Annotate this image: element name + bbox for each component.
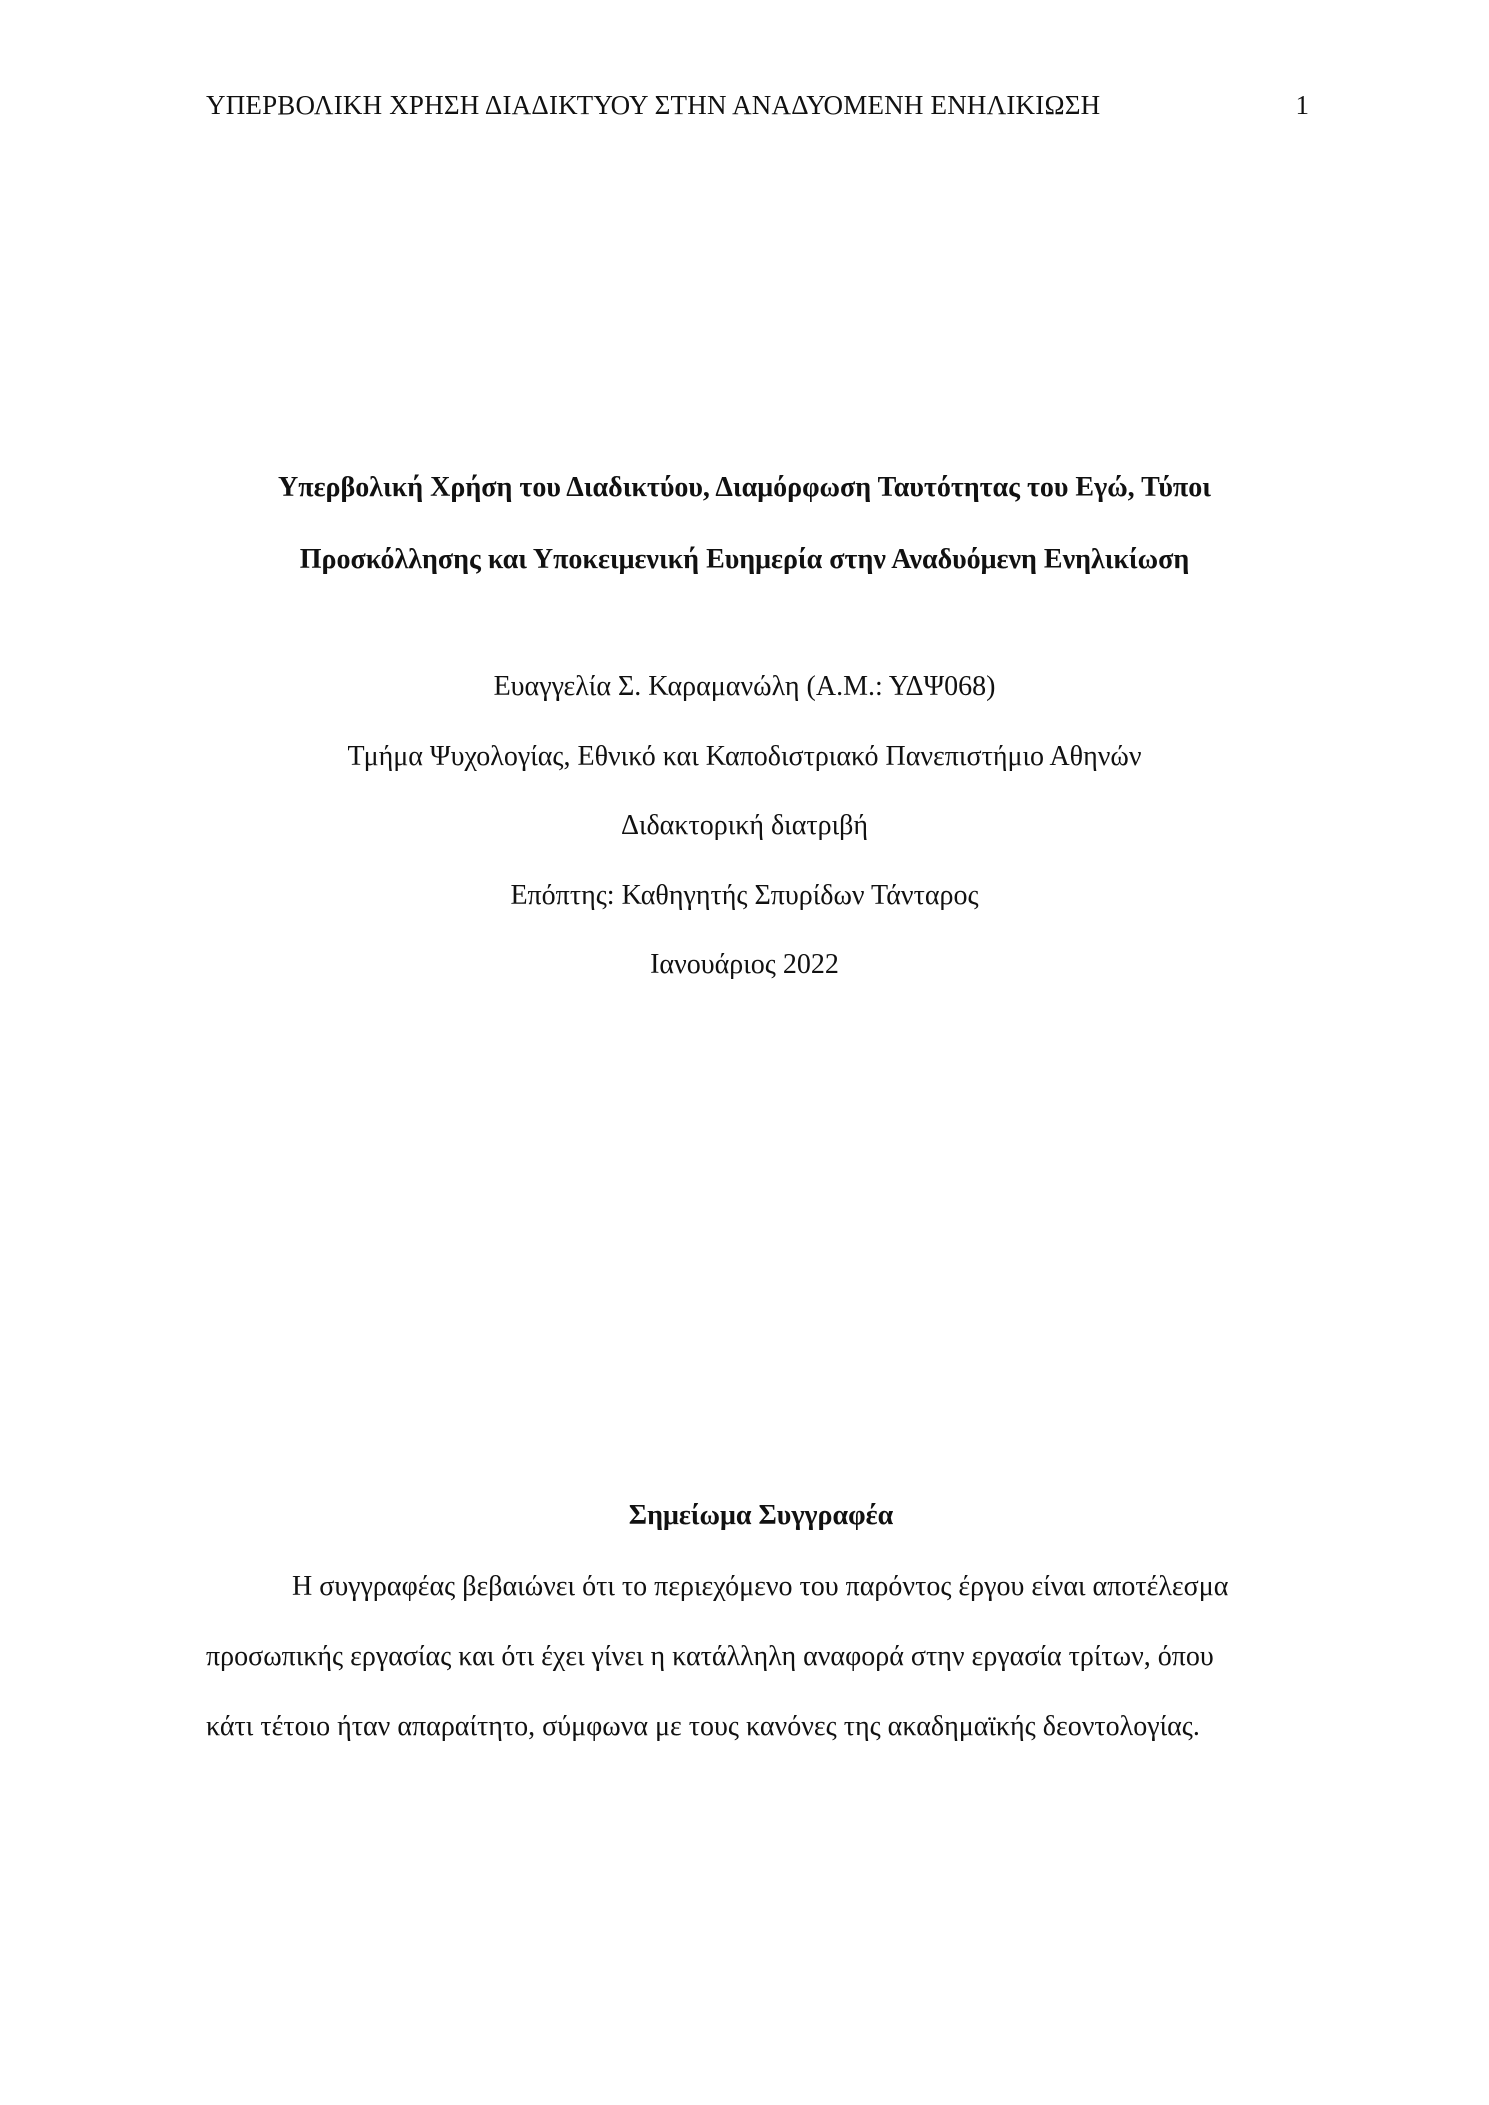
page-number: 1 [1295,90,1309,120]
author-affiliation: Τμήμα Ψυχολογίας, Εθνικό και Καποδιστριακό Πανεπιστήμιο Αθηνών [347,740,1142,772]
supervisor: Επόπτης: Καθηγητής Σπυρίδων Τάνταρος [510,879,979,911]
author-note-line: Η συγγραφέας βεβαιώνει ότι το περιεχόμενο του παρόντος έργου είναι αποτέλεσμα [292,1571,1229,1602]
author-note-line: κάτι τέτοιο ήταν απαραίτητο, σύμφωνα με τους κανόνες της ακαδημαϊκής δεοντολογίας. [206,1711,1200,1742]
author-note [206,1480,1316,1762]
author-name: Ευαγγελία Σ. Καραμανώλη (Α.Μ.: ΥΔΨ068) [493,671,996,702]
document-date: Ιανουάριος 2022 [650,949,839,980]
author-note-line: προσωπικής εργασίας και ότι έχει γίνει η κατάλληλη αναφορά στην εργασία τρίτων, όπου [206,1641,1214,1672]
title-block [0,452,1489,596]
document-type: Διδακτορική διατριβή [620,810,869,841]
running-head: ΥΠΕΡΒΟΛΙΚΗ ΧΡΗΣΗ ΔΙΑΔΙΚΤΥΟΥ ΣΤΗΝ ΑΝΑΔΥΟΜΕΝΗ ΕΝΗΛΙΚΙΩΣΗ [206,90,1101,120]
byline-block [0,652,1489,1000]
author-note-heading: Σημείωμα Συγγραφέα [628,1500,894,1531]
title-line-1: Υπερβολική Χρήση του Διαδικτύου, Διαμόρφωση Ταυτότητας του Εγώ, Τύποι [278,472,1211,503]
title-line-2: Προσκόλλησης και Υποκειμενική Ευημερία στην Αναδυόμενη Ενηλικίωση [299,544,1190,575]
